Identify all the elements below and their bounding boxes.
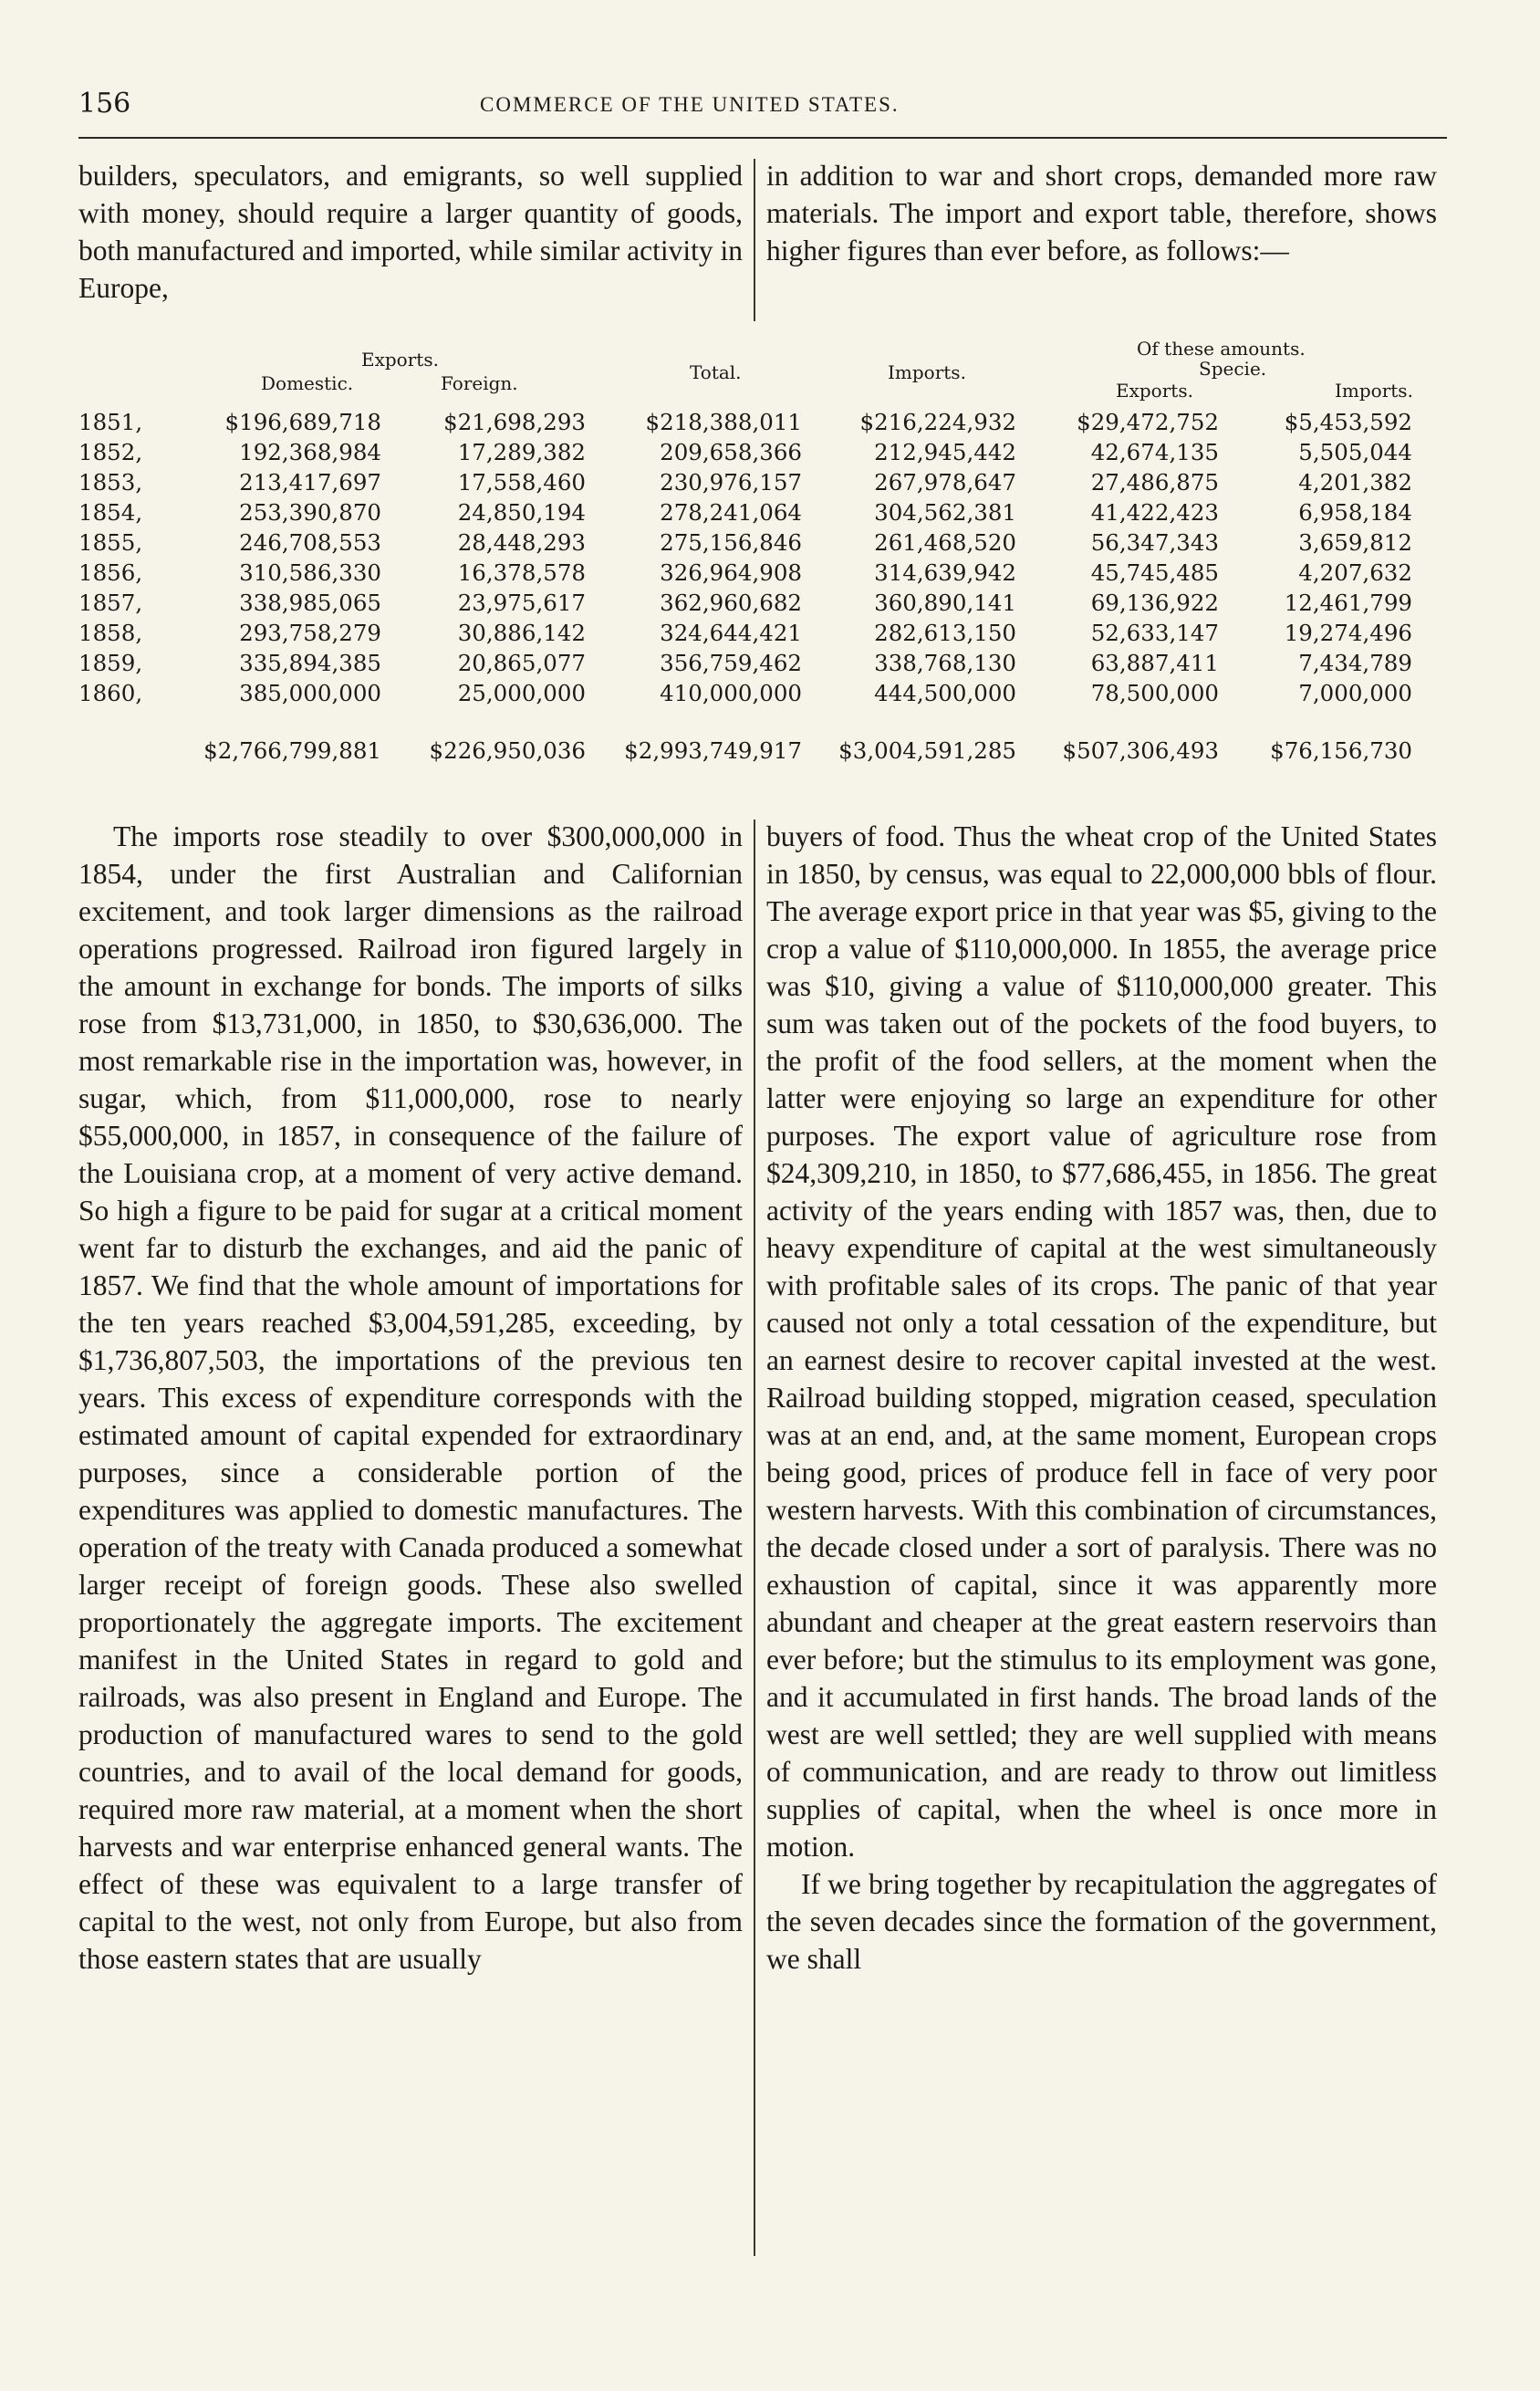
table-cell-specie-imports: 5,505,044 [1298, 439, 1412, 465]
table-year: 1852, [78, 439, 143, 465]
table-cell-specie-exports: 42,674,135 [1090, 439, 1219, 465]
table-cell-specie-exports: 27,486,875 [1090, 469, 1219, 496]
table-cell-specie-exports: 63,887,411 [1090, 650, 1219, 676]
table-cell-foreign: 16,378,578 [457, 559, 586, 586]
table-cell-total: 326,964,908 [660, 559, 802, 586]
bottom-left-column [78, 818, 743, 1978]
table-cell-foreign: 30,886,142 [457, 620, 586, 646]
column-divider-top [754, 159, 755, 321]
top-right-column [766, 157, 1437, 269]
table-cell-domestic: $196,689,718 [224, 409, 381, 435]
table-cell-specie-imports: 7,434,789 [1298, 650, 1412, 676]
table-cell-imports: 282,613,150 [874, 620, 1016, 646]
header-rule [78, 137, 1447, 139]
table-cell-specie-exports: 45,745,485 [1090, 559, 1219, 586]
table-cell-specie-exports: $29,472,752 [1077, 409, 1219, 435]
table-cell-specie-exports: 52,633,147 [1090, 620, 1219, 646]
table-cell-foreign: $21,698,293 [443, 409, 586, 435]
column-divider-bottom [754, 820, 755, 2256]
header-domestic: Domestic. [261, 372, 354, 394]
top-right-paragraph: in addition to war and short crops, demanded more raw materials. The import and export table, therefore, shows higher figures than ever before, as follows:— [766, 160, 1437, 266]
header-specie: Specie. [1199, 358, 1267, 380]
table-cell-total: 278,241,064 [660, 499, 802, 526]
table-cell-specie-exports: 78,500,000 [1090, 680, 1219, 706]
table-cell-imports: $216,224,932 [859, 409, 1016, 435]
table-cell-domestic: 246,708,553 [239, 529, 381, 556]
table-cell-imports: 360,890,141 [874, 590, 1016, 616]
body-paragraph-right-1: buyers of food. Thus the wheat crop of the United States in 1850, by census, was equal to 22,000,000 bbls of flour. The average export price in that year was $5, giving to the crop a value of $110,000,000. In 1855, the average price was $10, giving a value of $110,000,000 greater. This sum was taken out of the pockets of the food buyers, to the profit of the food sellers, at the moment when the latter were enjoying so large an expenditure for other purposes. The export value of agriculture rose from $24,309,210, in 1850, to $77,686,455, in 1856. The great activity of the years ending with 1857 was, then, due to heavy expenditure of capital at the west simultaneously with profitable sales of its crops. The panic of that year caused not only a total cessation of the expenditure, but an earnest desire to recover capital invested at the west. Railroad building stopped, migration ceased, speculation was at an end, and, at the same moment, European crops being good, prices of produce fell in face of very poor western harvests. With this combination of circumstances, the decade closed under a sort of paralysis. There was no exhaustion of capital, since it was apparently more abundant and cheaper at the great eastern reservoirs than ever before; but the stimulus to its employment was gone, and it accumulated in first hands. The broad lands of the west are well settled; they are well supplied with means of communication, and are ready to throw out limitless supplies of capital, when the wheel is once more in motion. [766, 820, 1437, 1863]
table-total-specie-imports: $76,156,730 [1270, 737, 1412, 764]
table-cell-domestic: 293,758,279 [239, 620, 381, 646]
table-cell-foreign: 17,289,382 [457, 439, 586, 465]
table-cell-foreign: 20,865,077 [457, 650, 586, 676]
table-cell-total: 324,644,421 [660, 620, 802, 646]
table-cell-foreign: 23,975,617 [457, 590, 586, 616]
table-cell-imports: 444,500,000 [874, 680, 1016, 706]
table-cell-imports: 304,562,381 [874, 499, 1016, 526]
table-year: 1855, [78, 529, 143, 556]
header-exports: Exports. [361, 349, 439, 371]
table-cell-imports: 261,468,520 [874, 529, 1016, 556]
page-header [78, 88, 1447, 124]
table-year: 1856, [78, 559, 143, 586]
table-cell-domestic: 385,000,000 [239, 680, 381, 706]
table-cell-total: 410,000,000 [660, 680, 802, 706]
table-cell-total: 230,976,157 [660, 469, 802, 496]
table-cell-domestic: 335,894,385 [239, 650, 381, 676]
table-cell-domestic: 213,417,697 [239, 469, 381, 496]
header-specie-imports: Imports. [1335, 380, 1413, 402]
table-total-foreign: $226,950,036 [429, 737, 586, 764]
table-year: 1857, [78, 590, 143, 616]
table-cell-foreign: 24,850,194 [457, 499, 586, 526]
header-total: Total. [690, 361, 742, 383]
table-cell-specie-imports: 4,207,632 [1298, 559, 1412, 586]
table-cell-specie-imports: 6,958,184 [1298, 499, 1412, 526]
table-cell-domestic: 192,368,984 [239, 439, 381, 465]
table-year: 1851, [78, 409, 143, 435]
table-year: 1859, [78, 650, 143, 676]
table-cell-foreign: 28,448,293 [457, 529, 586, 556]
table-cell-specie-imports: 4,201,382 [1298, 469, 1412, 496]
table-cell-specie-imports: 12,461,799 [1284, 590, 1412, 616]
body-paragraph-right-2: If we bring together by recapitulation the aggregates of the seven decades since the formation of the government, we shall [766, 1868, 1437, 1975]
header-of-these-amounts: Of these amounts. [1137, 338, 1306, 360]
table-cell-domestic: 310,586,330 [239, 559, 381, 586]
table-cell-specie-imports: 3,659,812 [1298, 529, 1412, 556]
top-left-column [78, 157, 743, 307]
table-cell-foreign: 25,000,000 [457, 680, 586, 706]
table-cell-specie-imports: $5,453,592 [1284, 409, 1412, 435]
table-cell-domestic: 338,985,065 [239, 590, 381, 616]
table-cell-specie-imports: 19,274,496 [1284, 620, 1412, 646]
header-specie-exports: Exports. [1116, 380, 1193, 402]
table-cell-total: 356,759,462 [660, 650, 802, 676]
table-cell-total: 209,658,366 [660, 439, 802, 465]
bottom-right-column [766, 818, 1437, 1978]
table-year: 1854, [78, 499, 143, 526]
table-cell-total: 362,960,682 [660, 590, 802, 616]
trade-table [78, 338, 1456, 776]
body-paragraph-left: The imports rose steadily to over $300,000,000 in 1854, under the first Australian and Californian excitement, and took larger dimensions as the railroad operations progressed. Railroad iron figured largely in the amount in exchange for bonds. The imports of silks rose from $13,731,000, in 1850, to $30,636,000. The most remarkable rise in the importation was, however, in sugar, which, from $11,000,000, rose to nearly $55,000,000, in 1857, in consequence of the failure of the Louisiana crop, at a moment of very active demand. So high a figure to be paid for sugar at a critical moment went far to disturb the exchanges, and aid the panic of 1857. We find that the whole amount of importations for the ten years reached $3,004,591,285, exceeding, by $1,736,807,503, the importations of the previous ten years. This excess of expenditure corresponds with the estimated amount of capital expended for extraordinary purposes, since a considerable portion of the expenditures was applied to domestic manufactures. The operation of the treaty with Canada produced a somewhat larger receipt of foreign goods. These also swelled proportionately the aggregate imports. The excitement manifest in the United States in regard to gold and railroads, was also present in England and Europe. The production of manufactured wares to send to the gold countries, and to avail of the local demand for goods, required more raw material, at a moment when the short harvests and war enterprise enhanced general wants. The effect of these was equivalent to a large transfer of capital to the west, not only from Europe, but also from those eastern states that are usually [78, 820, 743, 1975]
table-cell-specie-exports: 41,422,423 [1090, 499, 1219, 526]
table-cell-imports: 212,945,442 [874, 439, 1016, 465]
table-year: 1860, [78, 680, 143, 706]
header-foreign: Foreign. [441, 372, 518, 394]
table-total-specie-exports: $507,306,493 [1062, 737, 1219, 764]
table-cell-domestic: 253,390,870 [239, 499, 381, 526]
table-cell-imports: 338,768,130 [874, 650, 1016, 676]
table-year: 1853, [78, 469, 143, 496]
header-imports: Imports. [888, 361, 966, 383]
table-total-imports: $3,004,591,285 [838, 737, 1016, 764]
table-cell-total: $218,388,011 [645, 409, 802, 435]
table-cell-total: 275,156,846 [660, 529, 802, 556]
table-cell-specie-exports: 69,136,922 [1090, 590, 1219, 616]
table-cell-imports: 267,978,647 [874, 469, 1016, 496]
running-head: COMMERCE OF THE UNITED STATES. [480, 93, 900, 116]
page-number: 156 [78, 88, 131, 120]
top-left-paragraph: builders, speculators, and emigrants, so well supplied with money, should require a larger quantity of goods, both manufactured and imported, while similar activity in Europe, [78, 160, 743, 304]
table-cell-specie-exports: 56,347,343 [1090, 529, 1219, 556]
table-total-total: $2,993,749,917 [624, 737, 802, 764]
table-cell-specie-imports: 7,000,000 [1298, 680, 1412, 706]
table-year: 1858, [78, 620, 143, 646]
table-cell-imports: 314,639,942 [874, 559, 1016, 586]
table-total-domestic: $2,766,799,881 [203, 737, 381, 764]
table-cell-foreign: 17,558,460 [457, 469, 586, 496]
